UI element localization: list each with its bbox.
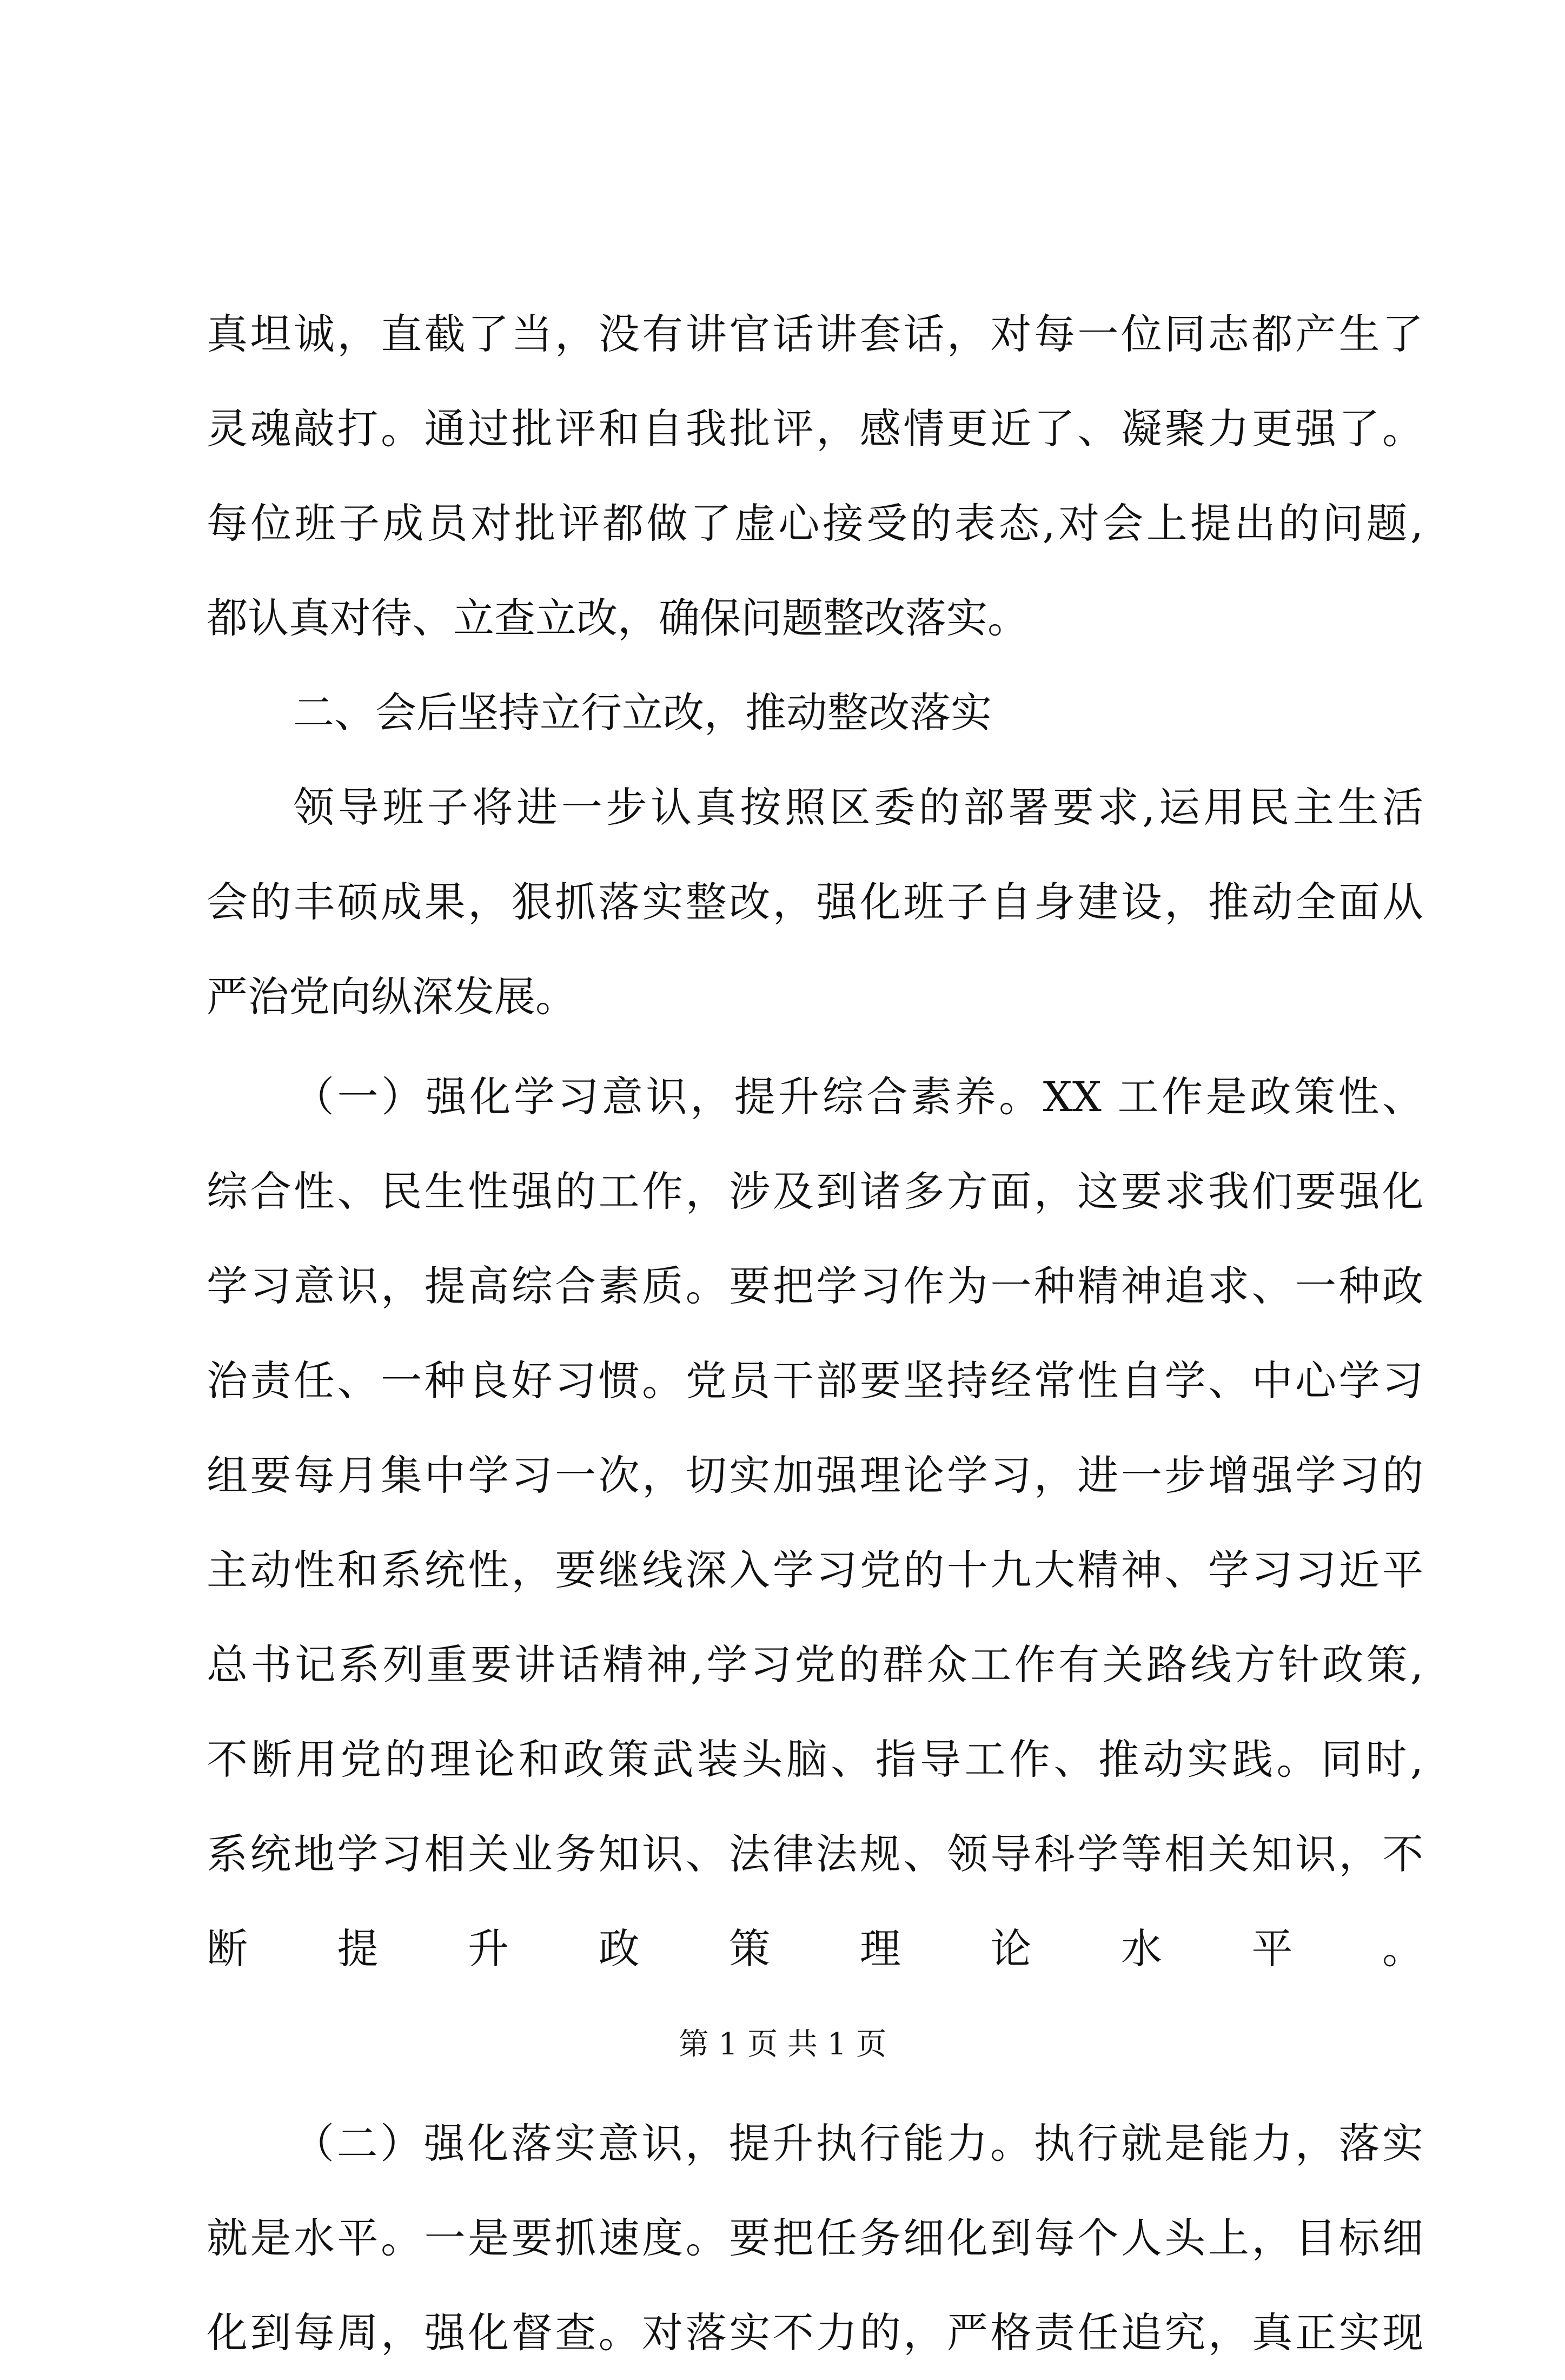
text-line: （二）强化落实意识，提升执行能力。执行就是能力，落实 (293, 2119, 1423, 2167)
text-line: 断提升政策理论水平。 (207, 1925, 1423, 1973)
page-footer (0, 2026, 1565, 2064)
heading-text: 二、会后坚持立行立改，推动整改落实 (293, 689, 992, 737)
section-heading (207, 665, 1423, 760)
text-line: 系统地学习相关业务知识、法律法规、领导科学等相关知识，不 (207, 1830, 1423, 1878)
text-line: 不断用党的理论和政策武装头脑、指导工作、推动实践。同时, (207, 1735, 1423, 1783)
text-line: 严治党向纵深发展。 (207, 973, 576, 1021)
text-line: 每位班子成员对批评都做了虚心接受的表态,对会上提出的问题, (207, 499, 1423, 547)
text-line: 都认真对待、立查立改，确保问题整改落实。 (207, 594, 1029, 642)
paragraph (207, 760, 1423, 1044)
text-line: 组要每月集中学习一次，切实加强理论学习，进一步增强学习的 (207, 1451, 1423, 1499)
paragraph (207, 287, 1423, 665)
text-line: 真坦诚，直截了当，没有讲官话讲套话，对每一位同志都产生了 (207, 310, 1423, 358)
text-line: （一）强化学习意识，提升综合素养。XX 工作是政策性、 (293, 1073, 1423, 1121)
text-line: 会的丰硕成果，狠抓落实整改，强化班子自身建设，推动全面从 (207, 878, 1423, 926)
paragraph (207, 1049, 1423, 2091)
text-line: 主动性和系统性，要继线深入学习党的十九大精神、学习习近平 (207, 1546, 1423, 1594)
page-number-label: 第 1 页 共 1 页 (678, 2027, 887, 2062)
text-line: 就是水平。一是要抓速度。要把任务细化到每个人头上，目标细 (207, 2214, 1423, 2262)
text-line: 灵魂敲打。通过批评和自我批评，感情更近了、凝聚力更强了。 (207, 405, 1423, 453)
text-line: 化到每周，强化督查。对落实不力的，严格责任追究，真正实现 (207, 2309, 1423, 2357)
paragraph (207, 2096, 1423, 2380)
text-line: 治责任、一种良好习惯。党员干部要坚持经常性自学、中心学习 (207, 1357, 1423, 1405)
document-body (207, 287, 1423, 2380)
text-line: 总书记系列重要讲话精神,学习党的群众工作有关路线方针政策, (207, 1641, 1423, 1689)
text-line: 综合性、民生性强的工作，涉及到诸多方面，这要求我们要强化 (207, 1167, 1423, 1215)
text-line: 学习意识，提高综合素质。要把学习作为一种精神追求、一种政 (207, 1262, 1423, 1310)
text-line: 领导班子将进一步认真按照区委的部署要求,运用民主生活 (293, 783, 1423, 831)
